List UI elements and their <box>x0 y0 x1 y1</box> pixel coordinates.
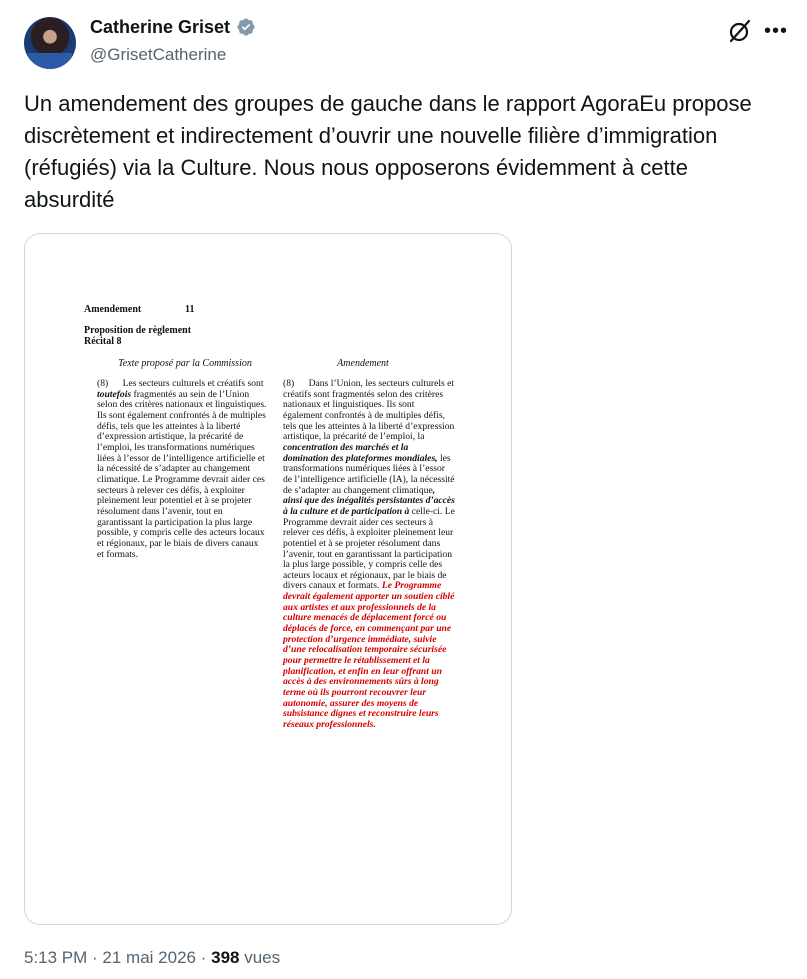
author-name[interactable]: Catherine Griset <box>90 17 231 37</box>
avatar[interactable] <box>24 17 76 69</box>
left-text-1: Les secteurs culturels et créatifs sont <box>122 378 264 389</box>
tweet-date[interactable]: 21 mai 2026 <box>102 948 196 967</box>
left-bold-text: toutefois <box>97 388 132 400</box>
right-text-3: celle-ci. Le Programme devrait aider ces secteurs à relever ces défis, à exploiter pleinement leur potentiel et à se projeter résolument dans l’avenir, tout en garantissant la participation la plus large possible, y compris celle des acteurs locaux et régionaux, par le biais de divers canaux et formats. <box>283 505 455 592</box>
left-column-header: Texte proposé par la Commission <box>118 358 252 369</box>
tweet-time[interactable]: 5:13 PM <box>24 948 88 967</box>
commission-text <box>97 379 267 560</box>
meta-separator: · <box>196 948 212 967</box>
views-count: 398 <box>211 948 240 967</box>
amendment-document <box>25 234 511 924</box>
proposal-title: Proposition de règlement <box>84 325 192 336</box>
amendment-number: 11 <box>185 304 195 315</box>
grok-icon[interactable] <box>727 18 753 44</box>
author-name-row[interactable] <box>90 15 256 39</box>
author-handle[interactable]: @GrisetCatherine <box>90 45 227 64</box>
tweet-meta <box>24 946 280 970</box>
views-label: vues <box>239 948 281 967</box>
right-paragraph-number: (8) <box>283 378 295 389</box>
right-column-header: Amendement <box>337 358 389 369</box>
right-bold-text-2: , ainsi que des inégalités persistantes d’accès à la culture et de participation à <box>283 484 455 517</box>
left-paragraph-number: (8) <box>97 378 109 389</box>
verified-badge-icon <box>236 17 256 37</box>
left-text-2: fragmentés au sein de l’Union selon des critères nationaux et linguistiques. Ils sont également confrontés à de multiples défis, tels que les atteintes à la liberté d’expression artistique, la précarité de l’emploi, les transformations numériques liées à l’essor de l’intelligence artificielle et la nécessité de s’adapter au changement climatique. Le Programme devrait aider ces secteurs à relever ces défis, à exploiter pleinement leur potentiel et à se projeter résolument dans l’avenir, tout en garantissant la participation la plus large possible, y compris celle des acteurs locaux et régionaux, par le biais de divers canaux et formats. <box>97 388 267 560</box>
more-options-icon[interactable]: ••• <box>764 20 789 42</box>
right-text-1: Dans l’Union, les secteurs culturels et créatifs sont fragmentés selon des critères nationaux et linguistiques. Ils sont également confrontés à de multiples défis, tels que les atteintes à la liberté d’expression artistique, la précarité de l’emploi, la <box>283 378 455 443</box>
amendment-label: Amendement <box>84 304 142 315</box>
tweet-text: Un amendement des groupes de gauche dans le rapport AgoraEu propose discrètement et indirectement d’ouvrir une nouvelle filière d’immigration (réfugiés) via la Culture. Nous nous opposerons évidemment à cette absurdité <box>24 91 752 212</box>
amendment-text <box>283 379 455 731</box>
right-bold-text-1: concentration des marchés et la domination des plateformes mondiales, <box>283 441 438 464</box>
attached-image[interactable] <box>24 233 512 925</box>
meta-separator: · <box>87 948 103 967</box>
recital-title: Récital 8 <box>84 336 122 347</box>
right-red-text: Le Programme devrait également apporter un soutien ciblé aux artistes et aux professionnels de la culture menacés de déplacement forcé ou déplacés de force, en commençant par une protection d’urgence immédiate, suivie d’une relocalisation temporaire sécurisée pour permettre le rétablissement et la planification, et enfin en leur offrant un accès à des environnements sûrs à long terme où ils pourront recouvrer leur autonomie, assurer des moyens de subsistance dignes et reconstruire leurs réseaux professionnels. <box>283 580 455 730</box>
right-text-2: les transformations numériques liées à l’essor de l’intelligence artificielle (IA), la nécessité de s’adapter au changement climatique <box>283 452 455 496</box>
